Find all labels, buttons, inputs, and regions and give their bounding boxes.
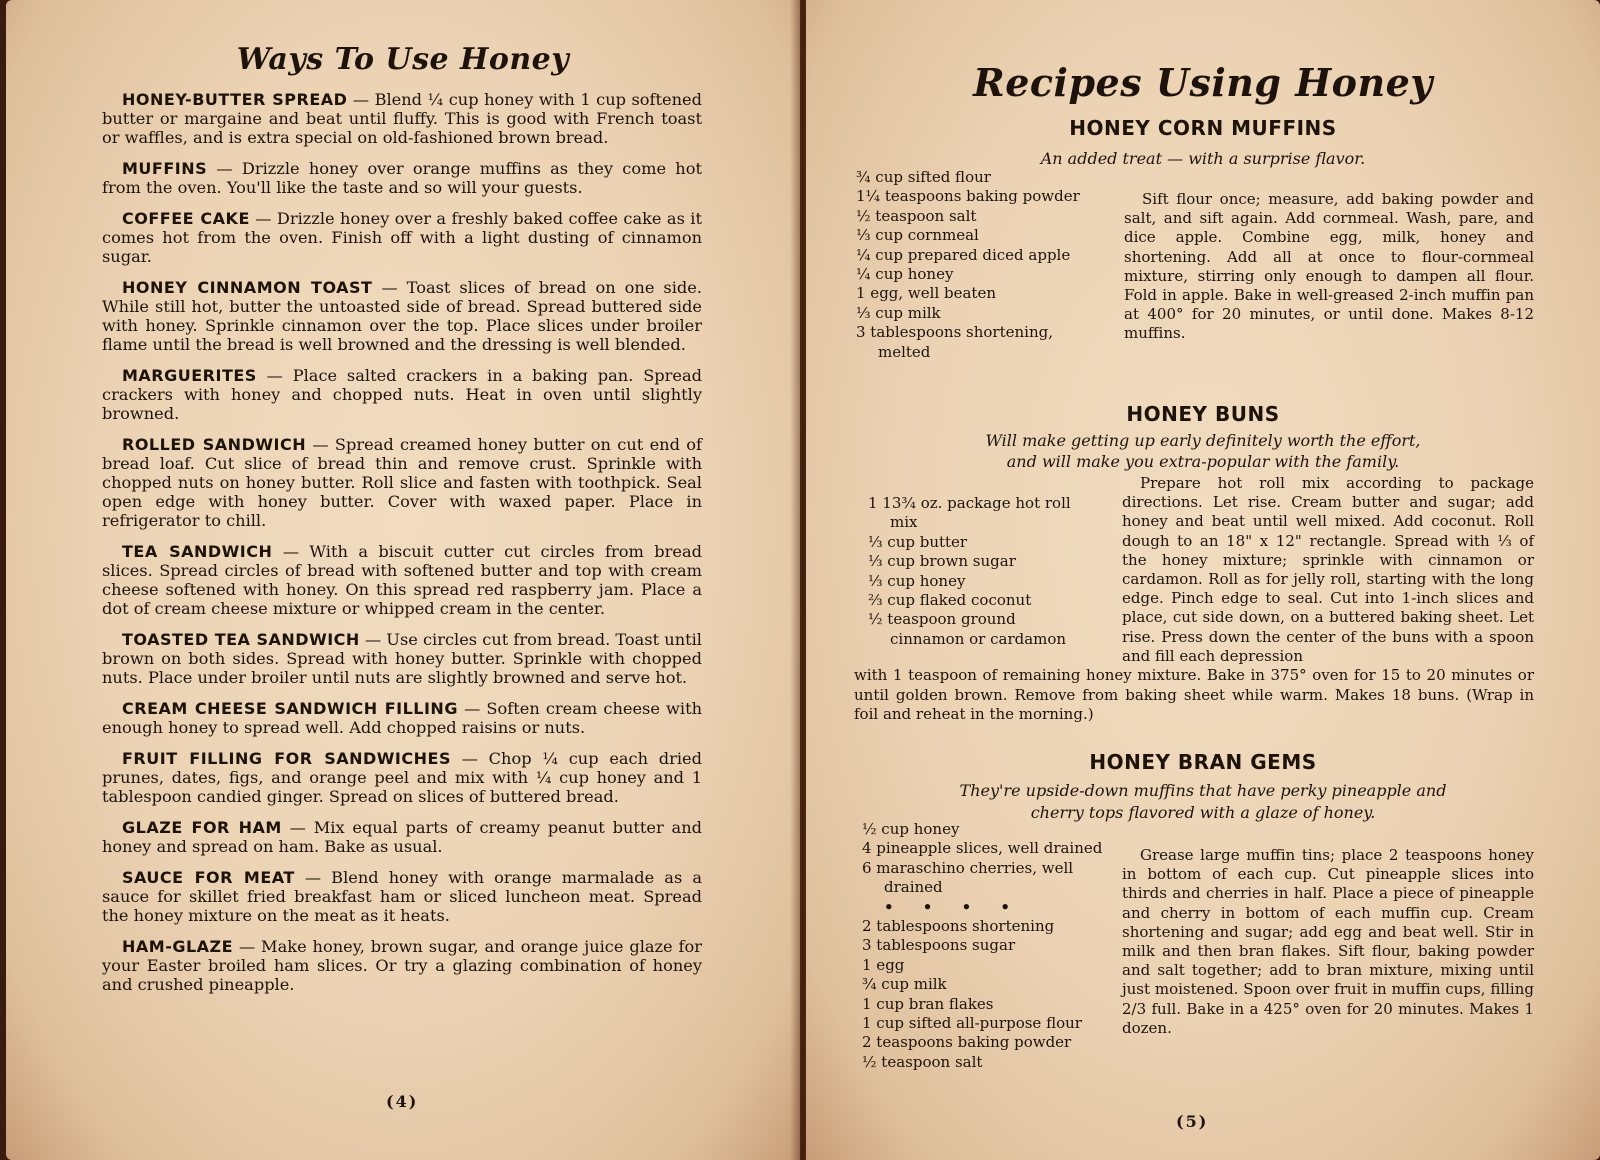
entry-heading: SAUCE FOR MEAT [122,868,295,887]
entry-heading: HAM-GLAZE [122,937,234,956]
list-item [102,90,702,147]
ingredient-item: ⅓ cup butter [868,532,968,551]
recipe-title-bran-gems: HONEY BRAN GEMS [1089,750,1317,774]
ingredient-item: 4 pineapple slices, well drained [862,839,1103,858]
ingredient-item: ½ teaspoon salt [856,206,977,225]
entry-text: — Use circles cut from bread. Toast until brown on both sides. Spread with honey butter. Sprinkle with chopped nuts. Place under broiler until nuts are slightly browned and serve hot. [102,630,702,687]
ingredient-item: ¾ cup sifted flour [856,168,991,186]
list-item [102,209,702,266]
list-item [102,278,702,354]
ingredient-separator: • • • • [884,897,1023,916]
entry-heading: GLAZE FOR HAM [122,818,282,837]
ingredient-item: ⅓ cup milk [856,303,941,322]
ingredient-list-corn-muffins [856,168,1106,362]
ingredient-item: ¼ cup prepared diced apple [856,245,1071,264]
ingredient-item: ½ teaspoon ground cinnamon or cardamon [868,610,1067,648]
honey-uses-list [102,90,702,1006]
ingredient-item: 1 egg, well beaten [856,284,996,303]
recipe-subtitle-corn-muffins: An added treat — with a surprise flavor. [1040,149,1366,168]
list-item [102,868,702,925]
recipe-title-honey-buns: HONEY BUNS [1126,402,1280,426]
ingredient-item: ¼ cup honey [856,265,954,284]
ingredient-item: 1¼ teaspoons baking powder [856,187,1080,206]
entry-heading: HONEY-BUTTER SPREAD [122,90,348,109]
entry-heading: COFFEE CAKE [122,209,250,228]
ingredient-item: 3 tablespoons sugar [862,936,1016,955]
entry-heading: TEA SANDWICH [122,542,273,561]
entry-text: — Spread creamed honey butter on cut end of bread loaf. Cut slice of bread thin and remove crust. Sprinkle with chopped nuts on honey butter. Roll slice and fasten with toothpick. Seal open edge with honey butter. Cover with waxed paper. Place in refrigerator to chill. [102,435,702,530]
recipe-subtitle-bran-gems-line1: They're upside-down muffins that have perky pineapple and [959,781,1447,800]
entry-text: — Blend ¼ cup honey with 1 cup softened butter or margaine and beat until fluffy. This is good with French toast or waffles, and is extra special on old-fashioned brown bread. [102,90,702,147]
list-item [102,937,702,994]
entry-heading: CREAM CHEESE SANDWICH FILLING [122,699,458,718]
method-corn-muffins: Sift flour once; measure, add baking powder and salt, and sift again. Add cornmeal. Wash, pare, and dice apple. Combine egg, milk, honey and shortening. Add all at once to flour-cornmeal mixture, stirring only enough to dampen all flour. Fold in apple. Bake in well-greased 2-inch muffin pan at 400° for 20 minutes, or until done. Makes 8-12 muffins. [1124,190,1534,343]
entry-heading: MARGUERITES [122,366,257,385]
left-page [6,0,800,1160]
entry-text: — Mix equal parts of creamy peanut butter and honey and spread on ham. Bake as usual. [102,818,702,856]
ingredient-item: 1 egg [862,955,905,974]
ingredient-item: ⅓ cup cornmeal [856,226,979,245]
entry-text: — Drizzle honey over orange muffins as they come hot from the oven. You'll like the taste and so will your guests. [102,159,702,197]
ingredient-list-bran-gems [862,820,1112,1072]
ingredient-item: 1 cup bran flakes [862,994,994,1013]
ingredient-item: 1 cup sifted all-purpose flour [862,1014,1082,1033]
ingredient-item: ½ teaspoon salt [862,1052,983,1071]
list-item [102,818,702,856]
list-item [102,749,702,806]
right-page [806,0,1600,1160]
list-item [102,542,702,618]
list-item [102,630,702,687]
entry-heading: TOASTED TEA SANDWICH [122,630,360,649]
ingredient-item: 2 teaspoons baking powder [862,1033,1072,1052]
entry-text: — Blend honey with orange marmalade as a sauce for skillet fried breakfast ham or sliced luncheon meat. Spread the honey mixture on the meat as it heats. [102,868,702,925]
right-page-title: Recipes Using Honey [973,60,1433,105]
recipe-subtitle-honey-buns-line2: and will make you extra-popular with the family. [1006,452,1400,471]
method-honey-buns-continued: with 1 teaspoon of remaining honey mixture. Bake in 375° oven for 15 to 20 minutes or until golden brown. Remove from baking sheet while warm. Makes 18 buns. (Wrap in foil and reheat in the morning.) [854,666,1534,724]
ingredient-item: 2 tablespoons shortening [862,917,1055,936]
entry-text: — Chop ¼ cup each dried prunes, dates, figs, and orange peel and mix with ¼ cup honey and 1 tablespoon candied ginger. Spread on slices of buttered bread. [102,749,702,806]
entry-heading: FRUIT FILLING FOR SANDWICHES [122,749,451,768]
ingredient-item: ½ cup honey [862,820,960,838]
entry-heading: ROLLED SANDWICH [122,435,307,454]
entry-text: — Place salted crackers in a baking pan. Spread crackers with honey and chopped nuts. Heat in oven until slightly browned. [102,366,702,423]
method-honey-buns: Prepare hot roll mix according to package directions. Let rise. Cream butter and sugar; add honey and beat until well mixed. Add coconut. Roll dough to an 18" x 12" rectangle. Spread with ⅓ of the honey mixture; sprinkle with cinnamon or cardamon. Roll as for jelly roll, starting with the long edge. Pinch edge to seal. Cut into 1-inch slices and place, cut side down, on a buttered baking sheet. Let rise. Press down the center of the buns with a spoon and fill each depression [1122,474,1534,665]
page-number-right: (5) [1176,1112,1209,1131]
recipe-subtitle-honey-buns-line1: Will make getting up early definitely worth the effort, [985,431,1421,450]
ingredient-item: 6 maraschino cherries, well drained [862,858,1074,897]
entry-text: — Make honey, brown sugar, and orange juice glaze for your Easter broiled ham slices. Or try a glazing combination of honey and crushed pineapple. [102,937,702,994]
entry-heading: MUFFINS [122,159,208,178]
ingredient-item: ⅓ cup honey [868,571,966,590]
list-item [102,159,702,197]
entry-heading: HONEY CINNAMON TOAST [122,278,373,297]
recipe-title-corn-muffins: HONEY CORN MUFFINS [1069,116,1337,140]
list-item [102,366,702,423]
entry-text: — Drizzle honey over a freshly baked coffee cake as it comes hot from the oven. Finish off with a light dusting of cinnamon sugar. [102,209,702,266]
ingredient-item: ¾ cup milk [862,975,947,994]
recipe-subtitle-bran-gems-line2: cherry tops flavored with a glaze of honey. [1030,803,1376,822]
ingredient-item: 3 tablespoons shortening, melted [856,323,1053,361]
entry-text: — Soften cream cheese with enough honey to spread well. Add chopped raisins or nuts. [102,699,703,737]
list-item [102,435,702,530]
page-number-left: (4) [386,1092,419,1111]
ingredient-list-honey-buns [868,494,1088,649]
method-bran-gems: Grease large muffin tins; place 2 teaspoons honey in bottom of each cup. Cut pineapple slices into thirds and cherries in half. Place a piece of pineapple and cherry in bottom of each muffin cup. Cream shortening and sugar; add egg and beat well. Stir in milk and then bran flakes. Sift flour, baking powder and salt together; add to bran mixture, mixing until just moistened. Spoon over fruit in muffin cups, filling 2/3 full. Bake in a 425° oven for 20 minutes. Makes 1 dozen. [1122,846,1534,1037]
ingredient-item: 1 13¾ oz. package hot roll mix [868,494,1071,532]
ingredient-item: ⅔ cup flaked coconut [868,591,1032,610]
left-page-title: Ways To Use Honey [236,42,570,77]
list-item [102,699,702,737]
ingredient-item: ⅓ cup brown sugar [868,552,1016,571]
entry-text: — Toast slices of bread on one side. While still hot, butter the untoasted side of bread. Spread buttered side with honey. Sprinkle cinnamon over the top. Place slices under broiler flame until the bread is well browned and the dressing is well blended. [102,278,703,354]
entry-text: — With a biscuit cutter cut circles from bread slices. Spread circles of bread with softened butter and top with cream cheese softened with honey. On this spread red raspberry jam. Place a dot of cream cheese mixture or whipped cream in the center. [102,542,702,618]
